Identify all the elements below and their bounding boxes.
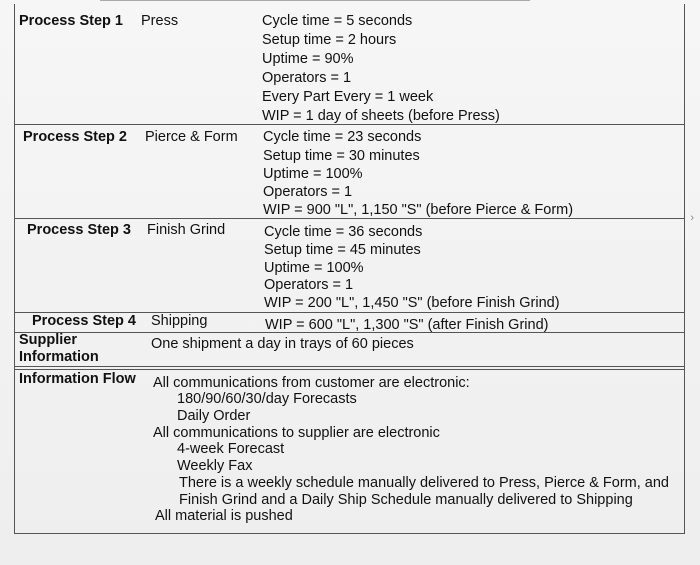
step3-detail: Setup time = 45 minutes	[264, 242, 421, 258]
info-flow-line: 180/90/60/30/day Forecasts	[177, 391, 357, 407]
step1-detail: Uptime = 90%	[262, 51, 354, 67]
step4-name: Shipping	[151, 313, 208, 329]
step2-detail: Setup time = 30 minutes	[263, 148, 420, 164]
step3-name: Finish Grind	[147, 222, 226, 238]
row-divider	[15, 124, 684, 125]
supplier-label: Supplier	[19, 332, 78, 348]
step1-detail: WIP = 1 day of sheets (before Press)	[262, 108, 500, 124]
step3-label: Process Step 3	[27, 222, 131, 238]
step3-detail: WIP = 200 "L", 1,450 "S" (before Finish Grind)	[264, 295, 560, 311]
info-flow-line: There is a weekly schedule manually delivered to Press, Pierce & Form, and	[179, 475, 669, 491]
step1-label: Process Step 1	[19, 13, 123, 29]
supplier-label: Information	[19, 349, 99, 365]
step1-detail: Cycle time = 5 seconds	[262, 13, 413, 29]
step1-detail: Every Part Every = 1 week	[262, 89, 434, 105]
step3-detail: Uptime = 100%	[264, 260, 364, 276]
info-flow-line: Weekly Fax	[177, 458, 253, 474]
step4-label: Process Step 4	[32, 313, 136, 329]
step3-detail: Cycle time = 36 seconds	[264, 224, 423, 240]
info-flow-line: 4-week Forecast	[177, 441, 285, 457]
supplier-text: One shipment a day in trays of 60 pieces	[151, 336, 414, 352]
process-table	[14, 4, 685, 534]
info-flow-line: Finish Grind and a Daily Ship Schedule manually delivered to Shipping	[179, 492, 633, 508]
step2-detail: Uptime = 100%	[263, 166, 363, 182]
step1-detail: Operators = 1	[262, 70, 352, 86]
step3-detail: Operators = 1	[264, 277, 354, 293]
step2-name: Pierce & Form	[145, 129, 238, 145]
info-flow-line: All communications from customer are electronic:	[153, 375, 470, 391]
info-flow-label: Information Flow	[19, 371, 136, 387]
step1-detail: Setup time = 2 hours	[262, 32, 397, 48]
info-flow-line: All communications to supplier are electronic	[153, 425, 440, 441]
info-flow-line: All material is pushed	[155, 508, 293, 524]
row-divider	[15, 218, 684, 219]
info-flow-line: Daily Order	[177, 408, 251, 424]
edge-marker-icon: ›	[690, 212, 694, 224]
step2-detail: Cycle time = 23 seconds	[263, 129, 422, 145]
row-divider	[15, 332, 684, 333]
step2-detail: Operators = 1	[263, 184, 353, 200]
step2-label: Process Step 2	[23, 129, 127, 145]
step1-name: Press	[141, 13, 179, 29]
step2-detail: WIP = 900 "L", 1,150 "S" (before Pierce & Form)	[263, 202, 574, 218]
step4-detail: WIP = 600 "L", 1,300 "S" (after Finish Grind)	[265, 317, 549, 333]
